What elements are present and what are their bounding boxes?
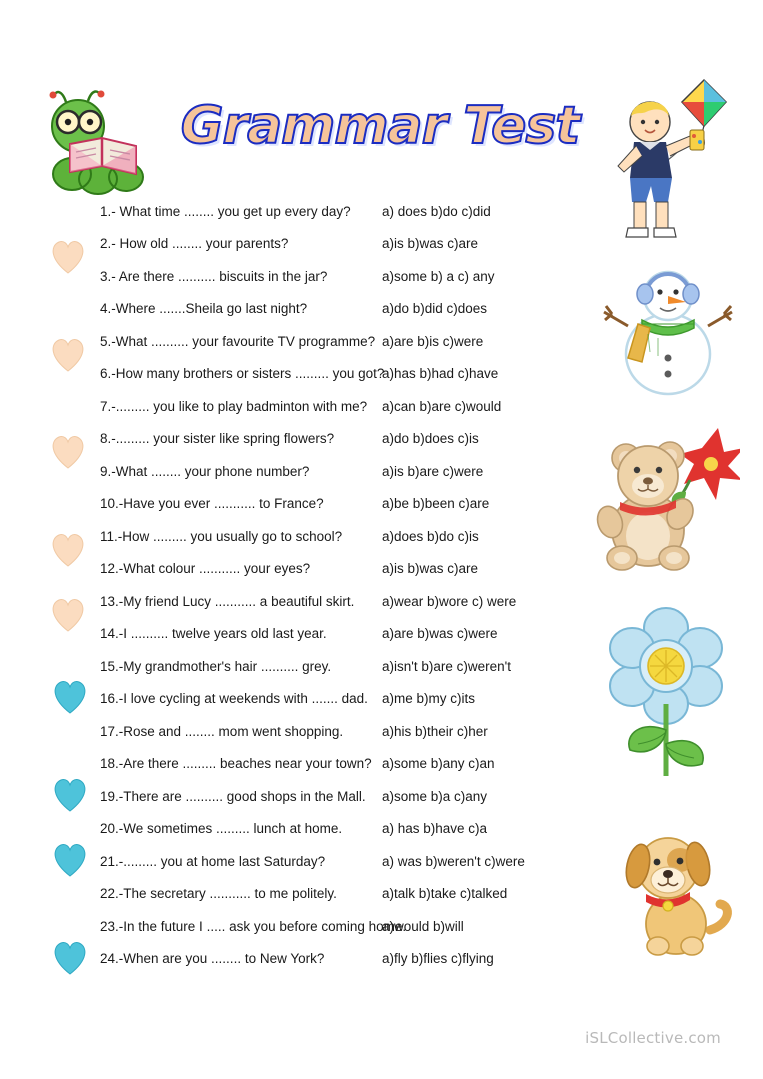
question-options[interactable]: a)some b)a c)any xyxy=(382,788,488,804)
question-row-4 xyxy=(100,293,570,326)
question-options[interactable]: a)talk b)take c)talked xyxy=(382,886,508,902)
question-row-11 xyxy=(100,520,570,553)
question-options[interactable]: a)is b)are c)were xyxy=(382,463,484,479)
question-options[interactable]: a)are b)was c)were xyxy=(382,626,498,642)
question-row-2 xyxy=(100,228,570,261)
question-text: 1.- What time ........ you get up every day? xyxy=(100,203,351,219)
question-options[interactable]: a)his b)their c)her xyxy=(382,723,488,739)
question-row-23 xyxy=(100,910,570,943)
question-options[interactable]: a)can b)are c)would xyxy=(382,398,502,414)
question-options[interactable]: a)some b)any c)an xyxy=(382,756,495,772)
question-row-14 xyxy=(100,618,570,651)
question-text: 18.-Are there ......... beaches near your town? xyxy=(100,756,372,772)
heart-bullet-5 xyxy=(48,595,88,633)
heart-bullet-2 xyxy=(48,335,88,373)
question-options[interactable]: a)has b)had c)have xyxy=(382,366,499,382)
page-title xyxy=(170,86,590,166)
kite-boy-icon xyxy=(598,74,733,254)
heart-bullet-3 xyxy=(48,432,88,470)
question-row-21 xyxy=(100,845,570,878)
heart-bullet-9 xyxy=(50,938,90,976)
heart-bullet-7 xyxy=(50,775,90,813)
question-options[interactable]: a)be b)been c)are xyxy=(382,496,490,512)
question-options[interactable]: a)do b)did c)does xyxy=(382,301,488,317)
question-text: 17.-Rose and ........ mom went shopping. xyxy=(100,723,344,739)
question-row-8 xyxy=(100,423,570,456)
question-options[interactable]: a) was b)weren't c)were xyxy=(382,853,525,869)
snowman-icon xyxy=(598,262,738,397)
page-title-text: Grammar Test xyxy=(180,96,580,156)
question-text: 11.-How ......... you usually go to school? xyxy=(100,528,343,544)
question-row-18 xyxy=(100,748,570,781)
heart-bullet-6 xyxy=(50,677,90,715)
question-row-24 xyxy=(100,943,570,976)
question-text: 24.-When are you ........ to New York? xyxy=(100,951,325,967)
puppy-dog-icon xyxy=(610,820,740,960)
teddy-bear-icon xyxy=(590,418,740,578)
question-row-6 xyxy=(100,358,570,391)
heart-bullet-4 xyxy=(48,530,88,568)
question-options[interactable]: a)is b)was c)are xyxy=(382,236,479,252)
question-text: 9.-What ........ your phone number? xyxy=(100,463,310,479)
question-row-5 xyxy=(100,325,570,358)
question-row-22 xyxy=(100,878,570,911)
question-text: 20.-We sometimes ......... lunch at home. xyxy=(100,821,343,837)
watermark: iSLCollective.com xyxy=(585,1029,721,1047)
question-text: 16.-I love cycling at weekends with ....... dad. xyxy=(100,691,368,707)
question-text: 15.-My grandmother's hair .......... grey. xyxy=(100,658,332,674)
question-text: 12.-What colour ........... your eyes? xyxy=(100,561,311,577)
question-row-10 xyxy=(100,488,570,521)
question-row-15 xyxy=(100,650,570,683)
worksheet-header xyxy=(0,34,763,179)
question-row-1 xyxy=(100,195,570,228)
bookworm-mascot-icon xyxy=(40,82,160,202)
question-text: 13.-My friend Lucy ........... a beautiful skirt. xyxy=(100,593,355,609)
question-row-7 xyxy=(100,390,570,423)
question-options[interactable]: a)wear b)wore c) were xyxy=(382,593,517,609)
question-text: 6.-How many brothers or sisters ......... you got? xyxy=(100,366,385,382)
question-row-13 xyxy=(100,585,570,618)
question-row-16 xyxy=(100,683,570,716)
question-text: 4.-Where .......Sheila go last night? xyxy=(100,301,308,317)
question-row-9 xyxy=(100,455,570,488)
question-text: 10.-Have you ever ........... to France? xyxy=(100,496,324,512)
question-row-12 xyxy=(100,553,570,586)
question-text: 14.-I .......... twelve years old last year. xyxy=(100,626,327,642)
question-row-17 xyxy=(100,715,570,748)
question-options[interactable]: a)is b)was c)are xyxy=(382,561,479,577)
question-row-20 xyxy=(100,813,570,846)
question-options[interactable]: a)me b)my c)its xyxy=(382,691,476,707)
question-text: 21.-......... you at home last Saturday? xyxy=(100,853,326,869)
question-text: 23.-In the future I ..... ask you before coming home. xyxy=(100,918,407,934)
question-text: 3.- Are there .......... biscuits in the jar? xyxy=(100,268,328,284)
question-text: 22.-The secretary ........... to me politely. xyxy=(100,886,337,902)
question-list xyxy=(100,195,570,975)
question-options[interactable]: a)do b)does c)is xyxy=(382,431,479,447)
question-options[interactable]: a)some b) a c) any xyxy=(382,268,495,284)
heart-bullet-8 xyxy=(50,840,90,878)
question-text: 7.-......... you like to play badminton with me? xyxy=(100,398,368,414)
question-text: 5.-What .......... your favourite TV programme? xyxy=(100,333,376,349)
question-options[interactable]: a) has b)have c)a xyxy=(382,821,488,837)
question-options[interactable]: a)would b)will xyxy=(382,918,464,934)
question-options[interactable]: a)isn't b)are c)weren't xyxy=(382,658,511,674)
question-options[interactable]: a) does b)do c)did xyxy=(382,203,491,219)
question-options[interactable]: a)are b)is c)were xyxy=(382,333,484,349)
question-options[interactable]: a)does b)do c)is xyxy=(382,528,479,544)
question-options[interactable]: a)fly b)flies c)flying xyxy=(382,951,494,967)
question-text: 2.- How old ........ your parents? xyxy=(100,236,289,252)
question-row-3 xyxy=(100,260,570,293)
heart-bullet-1 xyxy=(48,237,88,275)
question-text: 8.-......... your sister like spring flowers? xyxy=(100,431,335,447)
blue-flower-icon xyxy=(596,600,736,780)
question-row-19 xyxy=(100,780,570,813)
question-text: 19.-There are .......... good shops in the Mall. xyxy=(100,788,366,804)
